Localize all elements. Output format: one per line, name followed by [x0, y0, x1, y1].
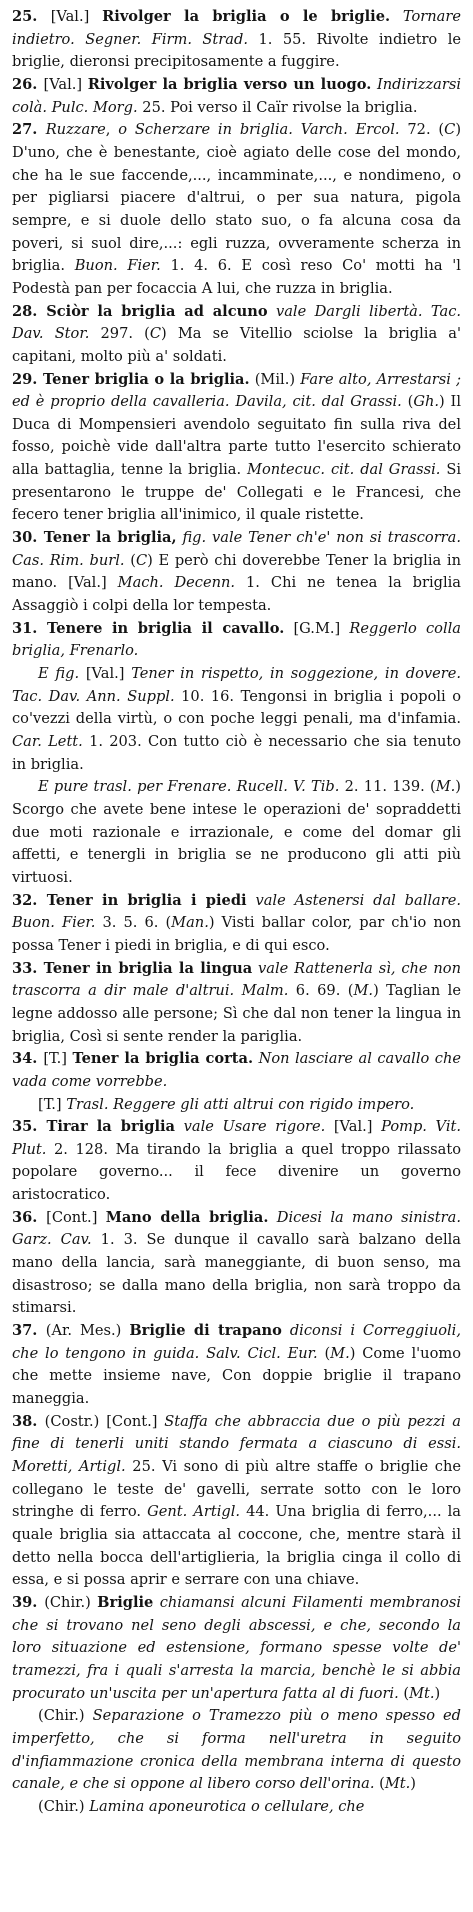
entry-italic-text: Ruzzare — [45, 121, 106, 139]
entry-headword: Tener la briglia, — [43, 529, 177, 547]
entry-italic-text: M. — [435, 778, 456, 796]
entry-number: 30. — [12, 529, 44, 547]
dictionary-entry-36 — [12, 1207, 461, 1320]
entry-italic-text: Tener in rispetto, in soggezione, in dovere. Tac. Dav. Ann. Suppl. — [12, 665, 461, 705]
entry-number: 28. — [12, 302, 47, 320]
entry-headword: Tener in briglia la lingua — [43, 959, 253, 977]
entry-text: 10. 16. Tengonsi in briglia i popoli o co'vezzi della virtù, o con poche leggi penali, ma d'infamia. — [12, 687, 462, 728]
dictionary-entry-26 — [12, 74, 461, 119]
entry-text: ) — [434, 1684, 441, 1702]
entry-headword: Tener briglia o la briglia. — [42, 370, 250, 388]
entry-italic-text: Montecuc. cit. dal Grassi. — [247, 461, 441, 479]
entry-text: 1. 3. Se dunque il cavallo sarà balzano della mano della lancia, sarà maneggiante, di buon senso, ma disastroso; se dalla mano della briglia, non sarà troppo da stimarsi. — [12, 1231, 461, 1317]
entry-source-tag: [T.] — [43, 1050, 73, 1068]
entry-text: 2. 128. Ma tirando la briglia a quel troppo rilassato popolare governo... il fece divenire un governo aristocratico. — [12, 1140, 461, 1204]
entry-number: 31. — [12, 619, 48, 637]
entry-text — [390, 8, 403, 25]
dictionary-entry-25 — [12, 6, 461, 74]
entry-text: ( — [374, 1775, 385, 1793]
entry-text: 1. 55. Rivolte indietro le briglie, dieronsi precipitosamente a fuggire. — [12, 30, 462, 71]
entry-text — [268, 303, 276, 320]
entry-italic-text: vale Astenersi dal ballare. Buon. Fier. — [12, 891, 461, 932]
entry-source-tag: [Val.] — [50, 8, 103, 25]
dictionary-entry-29 — [12, 369, 461, 528]
dictionary-entry-37 — [12, 1320, 461, 1411]
entry-text: ) D'uno, che è benestante, cioè agiato delle cose del mondo, che ha le sue faccende,..., incamminate,..., e nondimeno, o per pigliarsi piacere d'altrui, o per sua natura, pigola sempre, e si duole dello stato suo, o fa alcuna cosa da poveri, si suol dire,...: egli ruzza, ovveramente scherza in briglia. — [12, 121, 462, 275]
dictionary-entry-38 — [12, 1411, 461, 1592]
entry-italic-text: fig. vale Tener ch'e' non si trascorra. Cas. Rim. burl. — [12, 529, 462, 569]
entry-italic-text: C — [135, 551, 148, 569]
dictionary-entry-27 — [12, 119, 461, 300]
entry-italic-text: Staffa che abbraccia due o più pezzi a fine di tenerli uniti stando fermata a ciascuno di essi. Moretti, Artigl. — [12, 1412, 461, 1475]
dictionary-entry-39 — [12, 1592, 461, 1705]
entry-number: 29. — [12, 370, 43, 388]
dictionary-entry-31c — [12, 776, 461, 889]
entry-number: 33. — [12, 959, 44, 977]
entry-text: [G.M.] — [284, 619, 350, 637]
entry-italic-text: vale Dargli libertà. Tac. Dav. Stor. — [12, 302, 462, 343]
entry-text: (Ar. Mes.) — [45, 1322, 130, 1340]
entry-number: 26. — [12, 75, 44, 93]
entry-headword: Tener la briglia corta. — [72, 1050, 254, 1068]
entry-text: ( — [401, 393, 414, 411]
entry-italic-text: vale Rattenerla sì, che non trascorra a dir male d'altrui. Malm. — [12, 959, 461, 1000]
entry-number: 27. — [12, 121, 46, 139]
entry-italic-text: M. — [353, 982, 374, 1000]
dictionary-entry-30 — [12, 527, 461, 618]
entry-text: 3. 5. 6. ( — [95, 914, 172, 932]
entry-text: ) Taglian le legne addosso alle persone; Sì che dal non tener la lingua in briglia, Così si sente render la pariglia. — [12, 982, 461, 1045]
dictionary-entry-35 — [12, 1116, 461, 1207]
entry-italic-text: chiamansi alcuni Filamenti membranosi che si trovano nel seno degli abscessi, e che, secondo la loro situazione ed estensione, formano spesse volte de' tramezzi, fra i quali s'arresta la marcia, benchè le si abbia procurato un'uscita per un'apertura fatta al di fuori. — [12, 1593, 462, 1702]
entry-text: ) Il Duca di Mompensieri avendolo seguitato fin sulla riva del fosso, poichè vide dall'altra parte tutto l'esercito schierato alla battaglia, tenne la briglia. — [12, 393, 461, 479]
entry-italic-text: M. — [330, 1344, 350, 1362]
dictionary-entry-39c — [12, 1796, 461, 1819]
entry-number: 36. — [12, 1208, 47, 1226]
dictionary-entry-34b — [12, 1094, 461, 1117]
entry-text: 1. Chi ne tenea la briglia Assaggiò i colpi della lor tempesta. — [12, 574, 461, 615]
entry-italic-text: o Scherzare in briglia. Varch. Ercol. — [118, 121, 400, 139]
entry-headword: Briglie — [97, 1593, 154, 1611]
entry-italic-text: Buon. Fier. — [74, 257, 161, 275]
entry-headword: Sciòr la briglia ad alcuno — [46, 302, 268, 320]
entry-headword: Mano della briglia. — [105, 1208, 269, 1226]
entry-italic-text: Non lasciare al cavallo che vada come vorrebbe. — [12, 1050, 461, 1090]
entry-number: 38. — [12, 1412, 45, 1430]
entry-text: (Chir.) — [38, 1707, 93, 1725]
entry-italic-text: Tornare indietro. Segner. Firm. Strad. — [12, 8, 461, 48]
entry-headword: Rivolger la briglia verso un luogo. — [87, 75, 372, 93]
entry-italic-text: E pure trasl. per Frenare. Rucell. V. Tib. — [38, 778, 340, 796]
entry-text: [Val.] — [325, 1118, 382, 1136]
dictionary-entry-34 — [12, 1048, 461, 1093]
entry-text: 44. Una briglia di ferro,... la quale briglia sia attaccata al coccone, che, mentre starà il detto nella bocca dell'artiglieria, la briglia cinga il collo di essa, e si possa aprir e serrare con una chiave. — [12, 1503, 462, 1589]
entry-text: 6. 69. ( — [288, 982, 354, 1000]
entry-number: 37. — [12, 1322, 46, 1340]
entry-text — [268, 1209, 276, 1226]
entry-text: 25. Vi sono di più altre staffe o briglie che collegano le teste de' gavelli, serrate sotto con le loro stringhe di ferro. — [12, 1458, 461, 1521]
entry-text: ( — [398, 1684, 410, 1702]
entry-text — [282, 1322, 290, 1339]
entry-text: [Cont.] — [46, 1208, 106, 1226]
entry-text: ( — [317, 1344, 331, 1362]
entry-italic-text: diconsi i Correggiuoli, che lo tengono in guida. Salv. Cicl. Eur. — [12, 1322, 461, 1362]
entry-text: [Val.] — [79, 665, 132, 683]
entry-text: 1. 4. 6. E così reso Co' motti ha 'l Podestà pan per focaccia A lui, che ruzza in briglia. — [12, 257, 461, 297]
entry-headword: Rivolger la briglia o le briglie. — [102, 8, 391, 25]
entry-number: 35. — [12, 1118, 47, 1136]
entry-text: ) Visti ballar color, par ch'io non possa Tener i piedi in briglia, e di qui esco. — [12, 914, 461, 954]
entry-text: ) Come l'uomo che mette insieme nave, Con doppie briglie il trapano maneggia. — [12, 1344, 461, 1408]
entry-text: (Costr.) [Cont.] — [44, 1412, 165, 1430]
entry-headword: Tener in briglia i piedi — [46, 891, 247, 909]
entry-text: (Chir.) — [38, 1797, 90, 1815]
entry-text: ) E però chi doverebbe Tener la briglia in mano. [Val.] — [12, 551, 461, 592]
entry-text: 25. Poi verso il Caïr rivolse la briglia. — [137, 98, 418, 116]
entry-italic-text: Gh. — [413, 393, 440, 411]
entry-italic-text: Separazione o Tramezzo più o meno spesso ed imperfetto, che si forma nell'uretra in seguito d'infiammazione cronica della membrana interna di questo canale, e che si oppone al libero corso dell'orina. — [12, 1707, 461, 1793]
entry-text: (Mil.) — [249, 370, 301, 388]
entry-italic-text: C — [149, 325, 161, 343]
entry-italic-text: Dicesi la mano sinistra. Garz. Cav. — [12, 1208, 461, 1249]
entry-italic-text: C — [444, 121, 456, 139]
dictionary-entry-31b — [12, 663, 461, 776]
entry-italic-text: Mt. — [384, 1775, 411, 1793]
entry-number: 39. — [12, 1593, 45, 1611]
entry-italic-text: Car. Lett. — [12, 733, 83, 750]
entry-text: ) Ma se Vitellio sciolse la briglia a' capitani, molto più a' soldati. — [12, 325, 462, 365]
entry-italic-text: Trasl. Reggere gli atti altrui con rigido impero. — [66, 1095, 415, 1113]
entry-text: , — [105, 121, 119, 139]
entry-text: [T.] — [38, 1095, 67, 1113]
entry-italic-text: E fig. — [38, 665, 80, 683]
entry-italic-text: Mt. — [409, 1684, 435, 1702]
entry-text: 72. ( — [399, 121, 445, 139]
entry-italic-text: vale Usare rigore. — [183, 1118, 326, 1136]
dictionary-entry-28 — [12, 301, 461, 369]
entry-number: 32. — [12, 891, 47, 909]
entry-text: Si presentarono le truppe de' Collegati e le Francesi, che fecero tener briglia all'inimico, il quale ristette. — [12, 461, 461, 524]
entry-italic-text: Reggerlo colla briglia, Frenarlo. — [12, 619, 461, 660]
entry-number: 25. — [12, 8, 51, 25]
entry-italic-text: Fare alto, Arrestarsi ; ed è proprio della cavalleria. Davila, cit. dal Grassi. — [12, 370, 461, 411]
entry-text: 297. ( — [89, 325, 150, 343]
entry-text — [175, 1118, 184, 1135]
entry-text: ) — [410, 1775, 416, 1793]
entry-headword: Tenere in briglia il cavallo. — [47, 619, 285, 637]
entry-text: (Chir.) — [44, 1593, 98, 1611]
entry-headword: Tirar la briglia — [46, 1118, 175, 1136]
entry-italic-text: Mach. Decenn. — [117, 574, 236, 592]
entry-headword: Briglie di trapano — [129, 1322, 282, 1340]
entry-text: 1. 203. Con tutto ciò è necessario che sia tenuto in briglia. — [12, 733, 462, 773]
dictionary-entry-32 — [12, 890, 461, 958]
entry-italic-text: Gent. Artigl. — [147, 1503, 241, 1521]
entry-italic-text: Man. — [171, 914, 209, 932]
entry-text: ) Scorgo che avete bene intese le operazioni de' sopraddetti due moti razionale e irrazionale, e come del domar gli affetti, e tenergli in briglia se ne producono gli atti più virtuosi. — [12, 778, 461, 886]
entry-italic-text: Lamina aponeurotica o cellulare, che — [89, 1797, 365, 1815]
dictionary-entry-33 — [12, 958, 461, 1049]
dictionary-entry-39b — [12, 1705, 461, 1796]
entry-text: 2. 11. 139. ( — [339, 778, 436, 796]
dictionary-entry-31 — [12, 618, 461, 663]
entry-number: 34. — [12, 1050, 44, 1068]
entry-italic-text: Indirizzarsi colà. Pulc. Morg. — [12, 75, 461, 116]
entry-italic-text: Pomp. Vit. Plut. — [12, 1118, 461, 1158]
entry-source-tag: [Val.] — [43, 75, 88, 93]
entry-text: ( — [124, 551, 136, 569]
